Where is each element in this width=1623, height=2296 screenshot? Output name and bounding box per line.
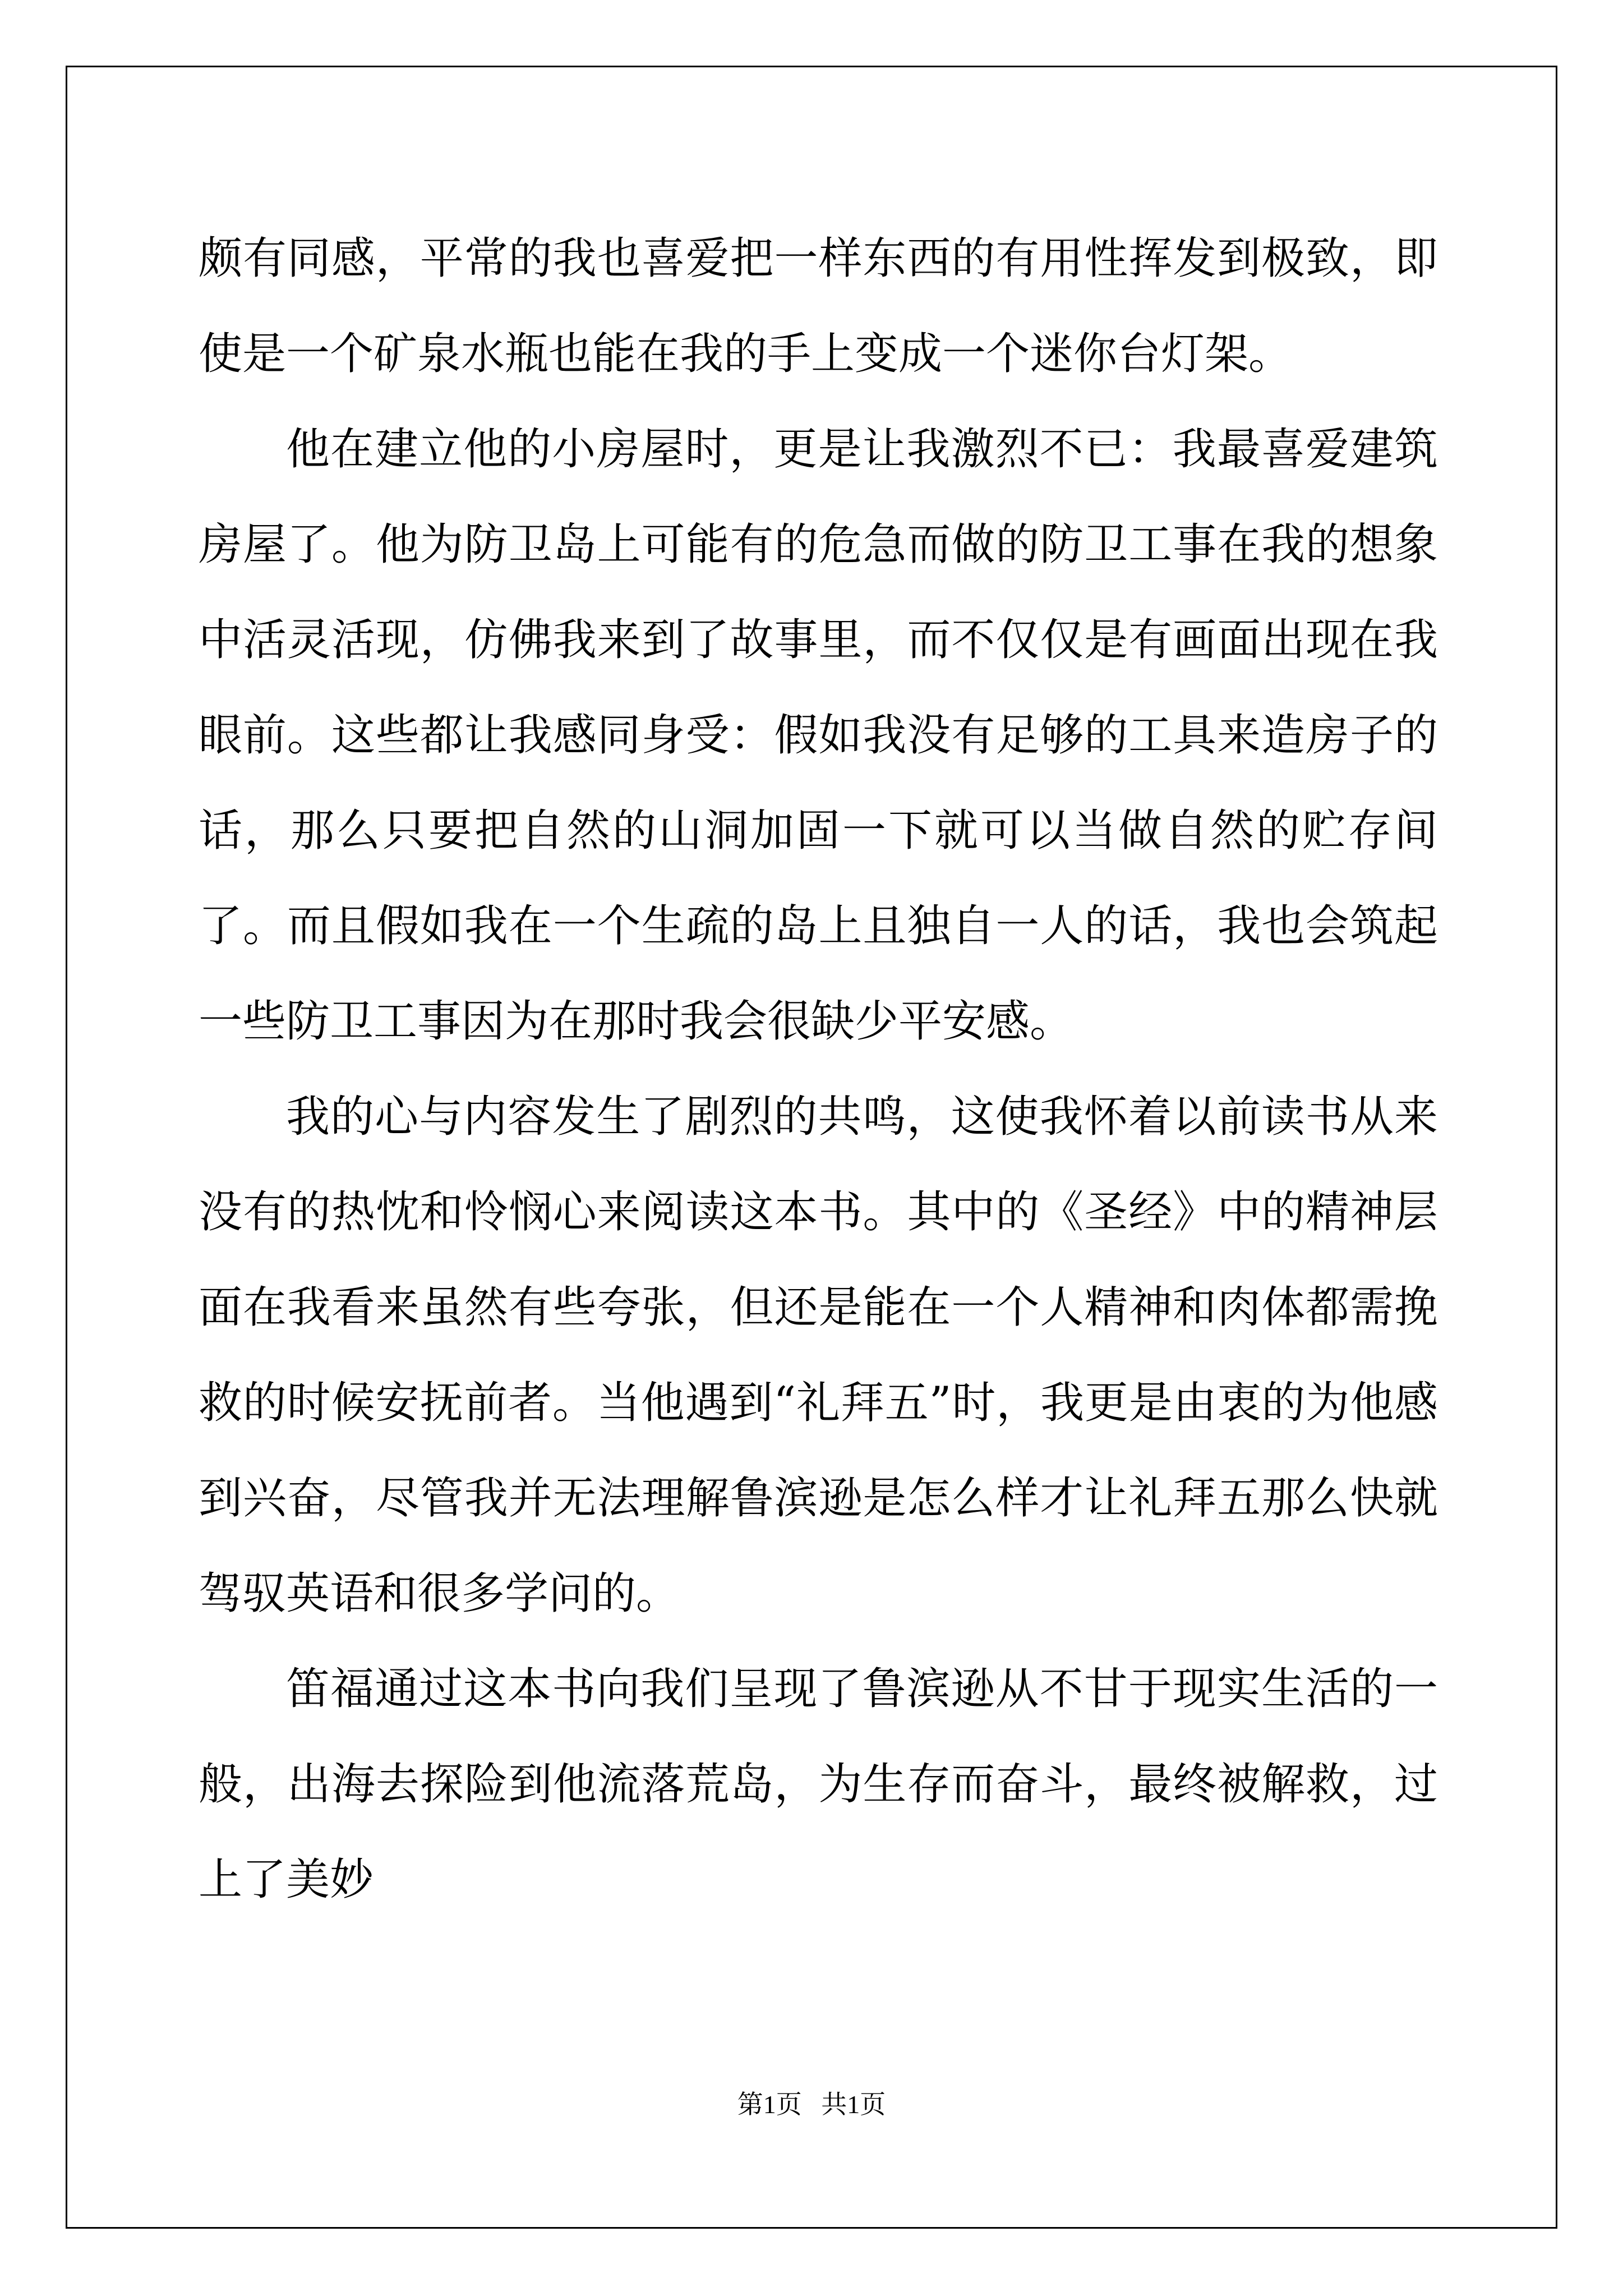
document-body	[199, 211, 1438, 1927]
paragraph-3: 我的心与内容发生了剧烈的共鸣，这使我怀着以前读书从来没有的热忱和怜悯心来阅读这本书。其中的《圣经》中的精神层面在我看来虽然有些夸张，但还是能在一个人精神和肉体都需挽救的时候安抚前者。当他遇到“礼拜五”时，我更是由衷的为他感到兴奋，尽管我并无法理解鲁滨逊是怎么样才让礼拜五那么快就驾驭英语和很多学问的。	[199, 1092, 1438, 1619]
page-footer: 第1页 共1页	[737, 2090, 886, 2119]
paragraph-2: 他在建立他的小房屋时，更是让我激烈不已：我最喜爱建筑房屋了。他为防卫岛上可能有的危急而做的防卫工事在我的想象中活灵活现，仿佛我来到了故事里，而不仅仅是有画面出现在我眼前。这些都让我感同身受：假如我没有足够的工具来造房子的话，那么只要把自然的山洞加固一下就可以当做自然的贮存间了。而且假如我在一个生疏的岛上且独自一人的话，我也会筑起一些防卫工事因为在那时我会很缺少平安感。	[199, 424, 1438, 1047]
paragraph-1: 颇有同感，平常的我也喜爱把一样东西的有用性挥发到极致，即使是一个矿泉水瓶也能在我的手上变成一个迷你台灯架。	[199, 233, 1438, 379]
paragraph-4: 笛福通过这本书向我们呈现了鲁滨逊从不甘于现实生活的一般，出海去探险到他流落荒岛，为生存而奋斗，最终被解救，过上了美妙	[199, 1664, 1438, 1905]
